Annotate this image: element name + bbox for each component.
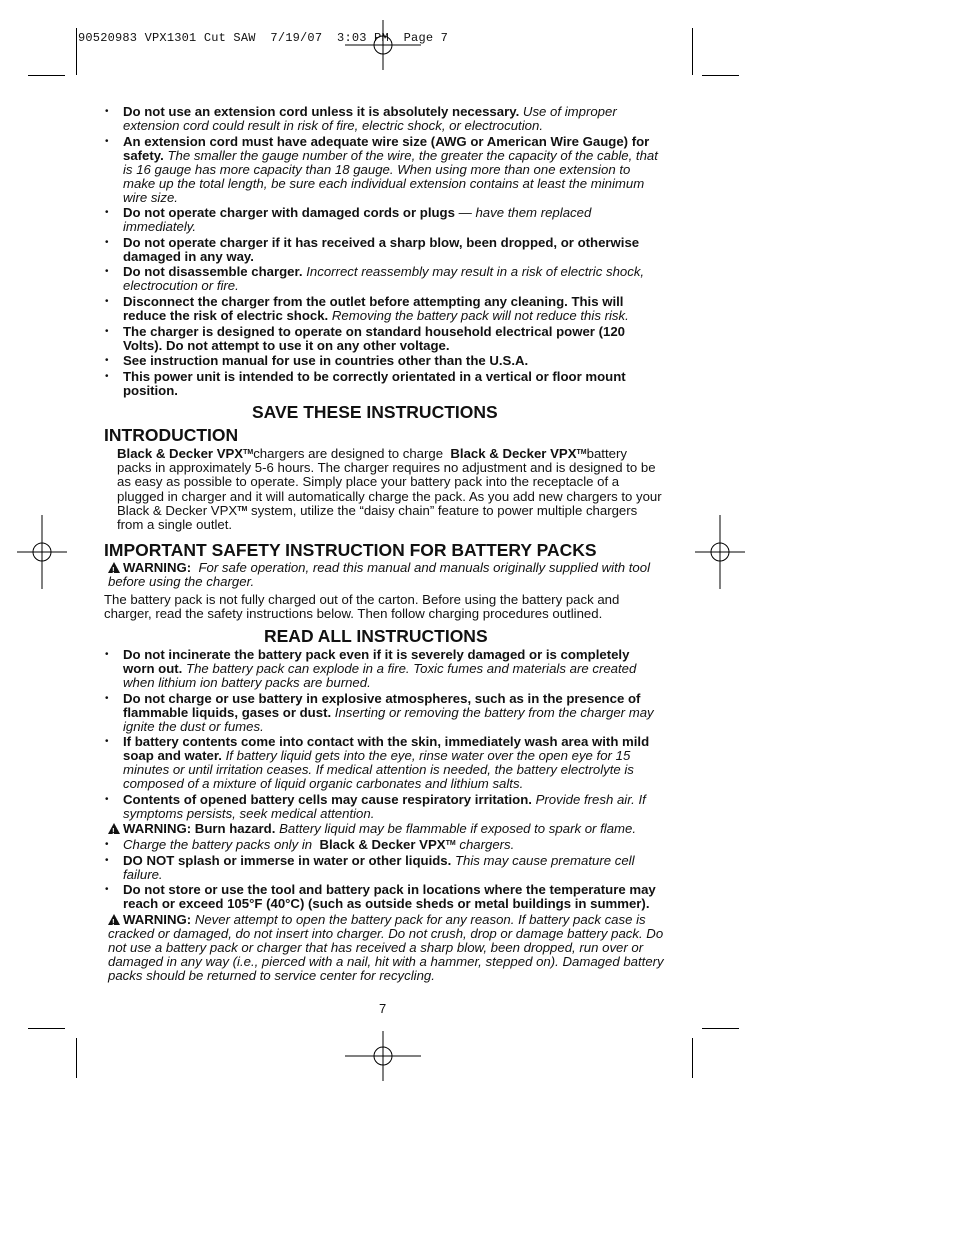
warning-triangle-icon	[108, 914, 120, 925]
page-content	[104, 105, 664, 983]
crop-mark	[702, 1028, 739, 1029]
introduction-text: Black & Decker VPX™chargers are designed to charge Black & Decker VPX™battery packs in approximately 5-6 hours. The charger requires no adjustment and is designed to be as easy as possible to operate. Simply place your battery pack into the receptacle of a plugged in charger and it will automatically charge the pack. As you add new chargers to your Black & Decker VPX™ system, utilize the “daisy chain” feature to power multiple chargers from a single outlet.	[117, 445, 662, 533]
registration-mark-icon	[345, 1031, 421, 1081]
list-item: • If battery contents come into contact with the skin, immediately wash area with mild soap and water. If battery liquid gets into the eye, rinse water over the open eye for 15 minutes or until irritation ceases. If medical attention is needed, the battery electrolyte is composed of a mixture of liquid organic carbonates and lithium salts.	[104, 735, 664, 791]
battery-safety-list	[104, 648, 664, 821]
crop-mark	[28, 1028, 65, 1029]
crop-mark	[76, 28, 77, 75]
list-item: • See instruction manual for use in countries other than the U.S.A.	[104, 354, 664, 368]
battery-safety-heading: IMPORTANT SAFETY INSTRUCTION FOR BATTERY PACKS	[104, 539, 597, 560]
list-item: • Disconnect the charger from the outlet before attempting any cleaning. This will reduce the risk of electric shock. Removing the battery pack will not reduce this risk.	[104, 295, 664, 323]
registration-mark-icon	[695, 515, 745, 589]
crop-mark	[28, 75, 65, 76]
list-item: • Contents of opened battery cells may cause respiratory irritation. Provide fresh air. If symptoms persists, seek medical attention.	[104, 793, 664, 821]
list-item: • An extension cord must have adequate wire size (AWG or American Wire Gauge) for safety. The smaller the gauge number of the wire, the greater the capacity of the cable, that is 16 gauge has more capacity than 18 gauge. When using more than one extension to make up the total length, be sure each individual extension contains at least the minimum wire size.	[104, 135, 664, 205]
crop-mark	[692, 28, 693, 75]
list-item: • Do not charge or use battery in explosive atmospheres, such as in the presence of flammable liquids, gases or dust. Inserting or removing the battery from the charger may ignite the dust or fumes.	[104, 692, 664, 734]
battery-pack-warning: !WARNING: Never attempt to open the battery pack for any reason. If battery pack case is cracked or damaged, do not insert into charger. Do not crush, drop or damage battery pack. Do not use a battery pack or charger that has received a sharp blow, been dropped, run over or damaged in any way (i.e., pierced with a nail, hit with a hammer, stepped on). Damaged battery packs should be returned to service center for recycling.	[104, 913, 664, 983]
burn-hazard-warning: !WARNING: Burn hazard. Battery liquid may be flammable if exposed to spark or flame.	[104, 822, 664, 836]
list-item: • Do not operate charger if it has received a sharp blow, been dropped, or otherwise damaged in any way.	[104, 236, 664, 264]
print-slug: 90520983 VPX1301 Cut SAW 7/19/07 3:03 PM Page 7	[78, 31, 449, 45]
list-item: • Do not store or use the tool and battery pack in locations where the temperature may reach or exceed 105°F (40°C) (such as outside sheds or metal buildings in summer).	[104, 883, 664, 911]
crop-mark	[702, 75, 739, 76]
page-number: 7	[379, 1001, 387, 1016]
warning-triangle-icon	[108, 823, 120, 834]
list-item: • Do not incinerate the battery pack even if it is severely damaged or is completely worn out. The battery pack can explode in a fire. Toxic fumes and materials are created when lithium ion battery packs are burned.	[104, 648, 664, 690]
battery-safety-list-continued	[104, 838, 664, 911]
list-item: • The charger is designed to operate on standard household electrical power (120 Volts). Do not attempt to use it on any other voltage.	[104, 325, 664, 353]
crop-mark	[76, 1038, 77, 1078]
list-item: • Do not disassemble charger. Incorrect reassembly may result in a risk of electric shock, electrocution or fire.	[104, 265, 664, 293]
list-item: • Do not use an extension cord unless it is absolutely necessary. Use of improper extension cord could result in risk of fire, electric shock, or electrocution.	[104, 105, 664, 133]
safety-paragraph: The battery pack is not fully charged out of the carton. Before using the battery pack and charger, read the safety instructions below. Then follow charging procedures outlined.	[104, 591, 620, 621]
list-item: • Charge the battery packs only in Black & Decker VPX™ chargers.	[104, 838, 664, 852]
save-instructions-heading: SAVE THESE INSTRUCTIONS	[252, 401, 498, 422]
crop-mark	[692, 1038, 693, 1078]
introduction-heading: INTRODUCTION	[104, 424, 239, 445]
registration-mark-icon	[345, 20, 421, 70]
charger-safety-list	[104, 105, 664, 398]
registration-mark-icon	[17, 515, 67, 589]
read-instructions-heading: READ ALL INSTRUCTIONS	[264, 625, 488, 646]
list-item: • Do not operate charger with damaged cords or plugs — have them replaced immediately.	[104, 206, 664, 234]
list-item: • This power unit is intended to be correctly orientated in a vertical or floor mount position.	[104, 370, 664, 398]
list-item: • DO NOT splash or immerse in water or other liquids. This may cause premature cell failure.	[104, 854, 664, 882]
warning-triangle-icon	[108, 562, 120, 573]
safety-warning: !WARNING: For safe operation, read this manual and manuals originally supplied with tool before using the charger.	[104, 561, 664, 589]
